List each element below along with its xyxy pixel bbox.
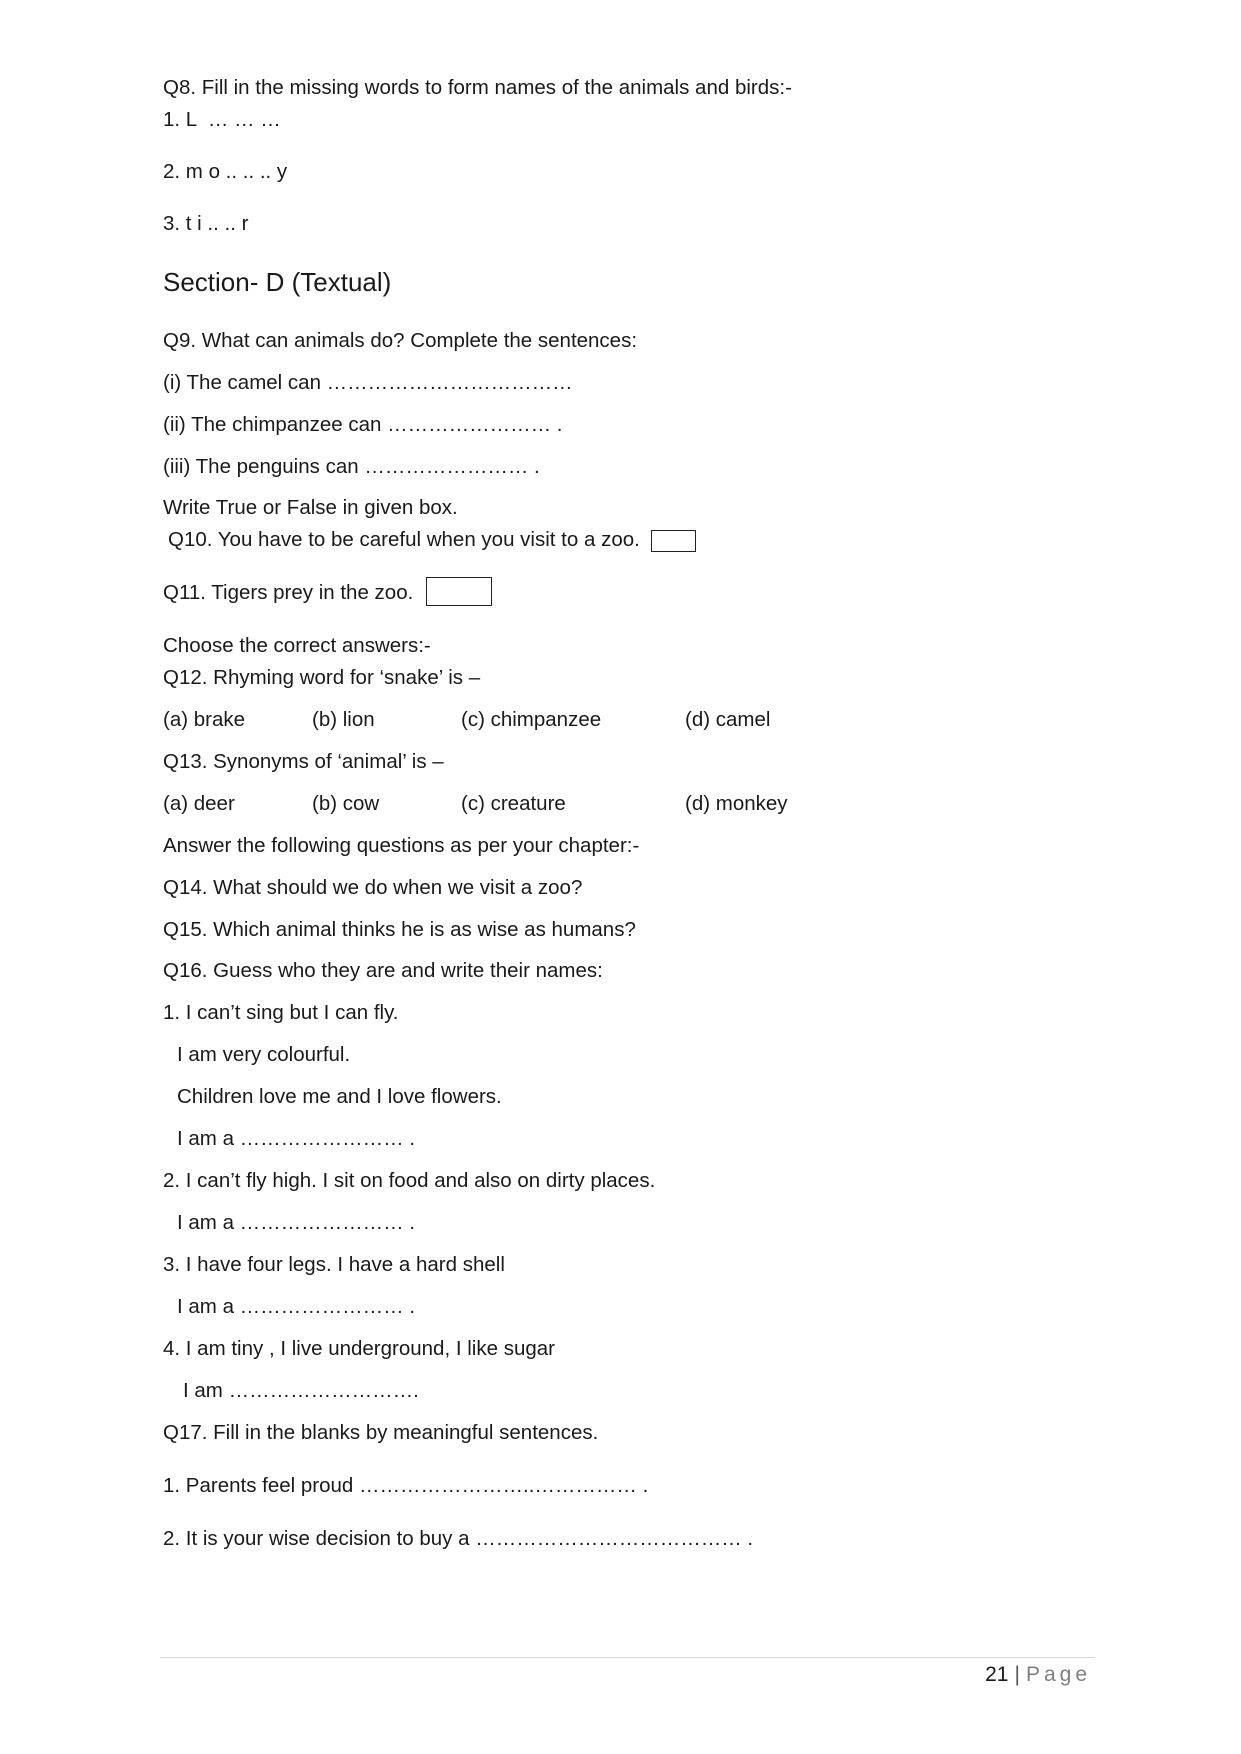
q13-option-a: (a) deer [163,792,235,815]
section-title: Section- D (Textual) [163,267,392,297]
q16-question: Q16. Guess who they are and write their names: [163,959,603,982]
page-number: 21 [985,1663,1009,1686]
q9-item-2: (ii) The chimpanzee can …………………… . [163,413,563,436]
page-footer [985,1660,1091,1690]
q17-question: Q17. Fill in the blanks by meaningful sentences. [163,1421,599,1444]
q9-question: Q9. What can animals do? Complete the sentences: [163,329,638,352]
q8-item-3: 3. t i .. .. r [163,212,249,235]
q13-option-b: (b) cow [312,792,380,815]
q17-item-1: 1. Parents feel proud ……………………..…………… . [163,1474,649,1497]
q8-item-1: 1. L … … … [163,108,281,131]
q11-question: Q11. Tigers prey in the zoo. [163,581,414,604]
q8-item-2: 2. m o .. .. .. y [163,160,288,183]
q9-item-3: (iii) The penguins can …………………… . [163,455,540,478]
answer-instruction: Answer the following questions as per your chapter:- [163,834,640,857]
q8-question: Q8. Fill in the missing words to form names of the animals and birds:- [163,76,792,99]
q13-option-d: (d) monkey [685,792,788,815]
q12-question: Q12. Rhyming word for ‘snake’ is – [163,666,481,689]
riddle-4-line-1: 4. I am tiny , I live underground, I like sugar [163,1337,555,1360]
riddle-3-answer: I am a …………………… . [177,1295,416,1318]
q13-option-c: (c) creature [461,792,566,815]
q10-answer-box[interactable] [651,530,696,552]
riddle-2-answer: I am a …………………… . [177,1211,416,1234]
riddle-1-answer: I am a …………………… . [177,1127,416,1150]
q12-option-d: (d) camel [685,708,771,731]
q12-option-c: (c) chimpanzee [461,708,602,731]
footer-separator: | [1014,1663,1020,1686]
riddle-3-line-1: 3. I have four legs. I have a hard shell [163,1253,505,1276]
riddle-1-line-2: I am very colourful. [177,1043,351,1066]
q12-option-a: (a) brake [163,708,246,731]
q14-question: Q14. What should we do when we visit a zoo? [163,876,583,899]
true-false-instruction: Write True or False in given box. [163,496,458,519]
page-label: Page [1025,1663,1091,1686]
q17-item-2: 2. It is your wise decision to buy a ………………………………… . [163,1527,754,1550]
q10-question: Q10. You have to be careful when you visit to a zoo. [168,528,640,551]
q9-item-1: (i) The camel can ……………………………… [163,371,573,394]
q11-answer-box[interactable] [426,577,492,606]
q15-question: Q15. Which animal thinks he is as wise as humans? [163,918,636,941]
q12-option-b: (b) lion [312,708,375,731]
mcq-instruction: Choose the correct answers:- [163,634,431,657]
riddle-1-line-1: 1. I can’t sing but I can fly. [163,1001,399,1024]
footer-rule [160,1657,1095,1658]
riddle-4-answer: I am ………………………. [183,1379,419,1402]
riddle-1-line-3: Children love me and I love flowers. [177,1085,502,1108]
riddle-2-line-1: 2. I can’t fly high. I sit on food and also on dirty places. [163,1169,656,1192]
q13-question: Q13. Synonyms of ‘animal’ is – [163,750,444,773]
